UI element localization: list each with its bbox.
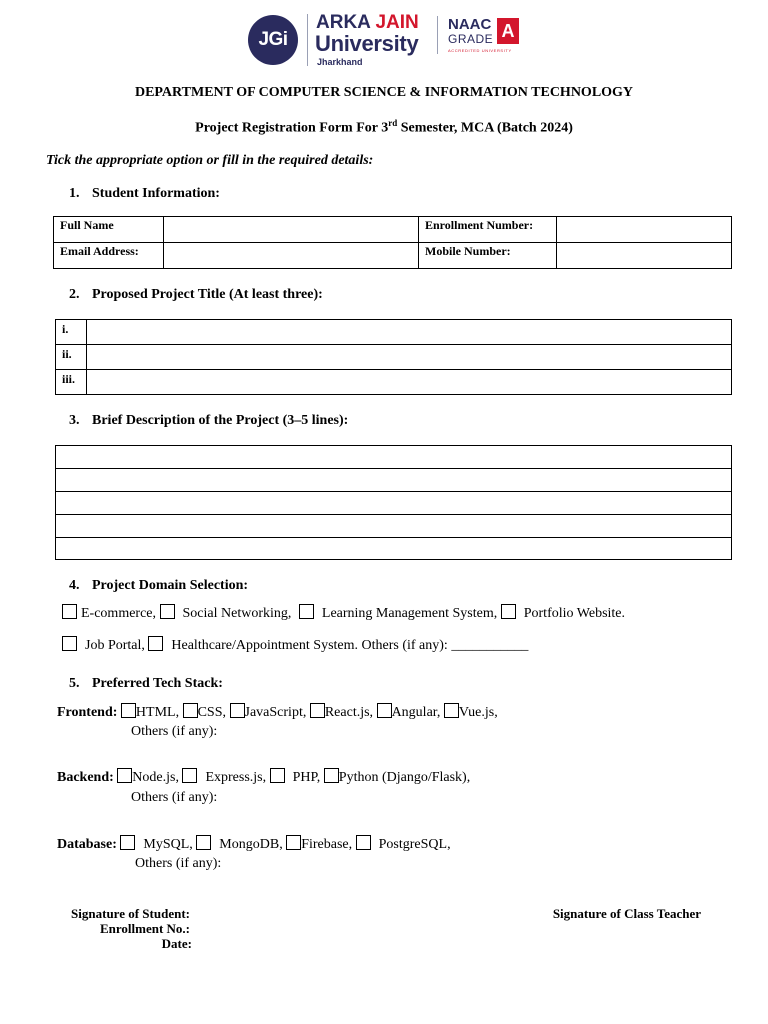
section-number: 4.: [69, 578, 80, 593]
section-title: Preferred Tech Stack:: [92, 676, 223, 691]
checkbox-expressjs[interactable]: [182, 768, 197, 783]
email-field[interactable]: [164, 243, 419, 269]
subtitle-text: Project Registration Form For 3: [195, 120, 389, 136]
option-label: Python (Django/Flask),: [338, 770, 471, 785]
jgi-logo: [248, 15, 298, 65]
backend-label: Backend:: [57, 770, 114, 785]
option-label: PHP,: [292, 770, 321, 785]
backend-others[interactable]: Others (if any):: [131, 790, 218, 805]
table-row: [56, 320, 732, 345]
section-number: 1.: [69, 186, 80, 201]
full-name-field[interactable]: [164, 217, 419, 243]
university-name-arka: ARKA: [316, 12, 371, 33]
option-label: PostgreSQL,: [378, 837, 451, 852]
checkbox-vuejs[interactable]: [444, 703, 459, 718]
title-row-label: iii.: [56, 370, 87, 395]
database-label: Database:: [57, 837, 117, 852]
section-4-heading: [69, 578, 248, 594]
section-title: Student Information:: [92, 186, 220, 201]
checkbox-firebase[interactable]: [286, 835, 301, 850]
mobile-number-label: Mobile Number:: [419, 243, 557, 269]
checkbox-css[interactable]: [183, 703, 198, 718]
checkbox-html[interactable]: [121, 703, 136, 718]
description-line-5[interactable]: [56, 538, 732, 560]
form-subtitle: [0, 118, 768, 137]
checkbox-python[interactable]: [324, 768, 339, 783]
project-title-field-3[interactable]: [87, 370, 732, 395]
naac-label: NAAC: [448, 16, 492, 33]
table-row: [56, 492, 732, 515]
checkbox-mongodb[interactable]: [196, 835, 211, 850]
logo-divider-2: [437, 16, 438, 54]
section-3-heading: [69, 413, 348, 429]
mobile-number-field[interactable]: [557, 243, 732, 269]
checkbox-javascript[interactable]: [230, 703, 245, 718]
table-row: [54, 243, 732, 269]
university-name-jain: JAIN: [375, 12, 419, 33]
option-label: Job Portal,: [85, 638, 145, 653]
domain-options-row-1: [62, 604, 625, 623]
enrollment-number-field[interactable]: [557, 217, 732, 243]
section-number: 3.: [69, 413, 80, 428]
section-2-heading: [69, 287, 323, 303]
section-title: Brief Description of the Project (3–5 lines):: [92, 413, 349, 428]
title-row-label: ii.: [56, 345, 87, 370]
subtitle-text-end: Semester, MCA (Batch 2024): [397, 120, 573, 136]
checkbox-healthcare[interactable]: [148, 636, 163, 651]
section-number: 2.: [69, 287, 80, 302]
university-name-line2: University: [315, 31, 419, 56]
section-title: Proposed Project Title (At least three):: [92, 287, 323, 302]
title-row-label: i.: [56, 320, 87, 345]
description-line-1[interactable]: [56, 446, 732, 469]
option-label: CSS,: [197, 705, 227, 720]
email-label: Email Address:: [54, 243, 164, 269]
checkbox-php[interactable]: [270, 768, 285, 783]
option-label: E-commerce,: [81, 606, 157, 621]
university-name-line1: [316, 12, 419, 33]
domain-others-field[interactable]: Others (if any): ___________: [361, 638, 529, 653]
grade-badge: A: [497, 18, 519, 44]
logo-text: JGi: [258, 29, 288, 50]
project-title-table: [55, 319, 732, 395]
checkbox-postgresql[interactable]: [356, 835, 371, 850]
table-row: [56, 469, 732, 492]
description-line-3[interactable]: [56, 492, 732, 515]
option-label: MySQL,: [143, 837, 193, 852]
table-row: [56, 370, 732, 395]
description-line-4[interactable]: [56, 515, 732, 538]
enrollment-number-label: Enrollment Number:: [419, 217, 557, 243]
table-row: [56, 345, 732, 370]
checkbox-job-portal[interactable]: [62, 636, 77, 651]
description-table: [55, 445, 732, 560]
date-label: Date:: [161, 936, 192, 951]
option-label: Healthcare/Appointment System.: [171, 638, 359, 653]
project-title-field-1[interactable]: [87, 320, 732, 345]
department-title: DEPARTMENT OF COMPUTER SCIENCE & INFORMATION TECHNOLOGY: [134, 85, 634, 100]
university-location: Jharkhand: [317, 57, 363, 67]
checkbox-ecommerce[interactable]: [62, 604, 77, 619]
option-label: MongoDB,: [219, 837, 283, 852]
table-row: [54, 217, 732, 243]
option-label: Portfolio Website.: [523, 606, 626, 621]
student-signature-label: Signature of Student:: [71, 906, 190, 921]
frontend-row: [57, 703, 498, 722]
database-row: [57, 835, 451, 854]
section-number: 5.: [69, 676, 80, 691]
frontend-others[interactable]: Others (if any):: [131, 724, 218, 739]
table-row: [56, 515, 732, 538]
checkbox-reactjs[interactable]: [310, 703, 325, 718]
option-label: HTML,: [135, 705, 180, 720]
database-others[interactable]: Others (if any):: [135, 856, 222, 871]
option-label: React.js,: [324, 705, 374, 720]
subtitle-superscript: rd: [388, 118, 398, 128]
project-title-field-2[interactable]: [87, 345, 732, 370]
option-label: Social Networking,: [182, 606, 292, 621]
domain-options-row-2: [62, 636, 528, 655]
option-label: Vue.js,: [458, 705, 498, 720]
checkbox-mysql[interactable]: [120, 835, 135, 850]
instruction-text: Tick the appropriate option or fill in the required details:: [46, 153, 374, 168]
option-label: Angular,: [391, 705, 441, 720]
full-name-label: Full Name: [54, 217, 164, 243]
logo-divider: [307, 14, 308, 66]
checkbox-nodejs[interactable]: [117, 768, 132, 783]
option-label: Node.js,: [132, 770, 179, 785]
option-label: Express.js,: [205, 770, 267, 785]
section-5-heading: [69, 676, 223, 692]
checkbox-portfolio-website[interactable]: [501, 604, 516, 619]
checkbox-angular[interactable]: [377, 703, 392, 718]
accredited-label: ACCREDITED UNIVERSITY: [448, 48, 512, 53]
option-label: JavaScript,: [244, 705, 307, 720]
description-line-2[interactable]: [56, 469, 732, 492]
backend-row: [57, 768, 470, 787]
student-info-table: [53, 216, 732, 269]
table-row: [56, 538, 732, 560]
grade-label: GRADE: [448, 32, 494, 46]
checkbox-social-networking[interactable]: [160, 604, 175, 619]
option-label: Firebase,: [301, 837, 353, 852]
checkbox-lms[interactable]: [299, 604, 314, 619]
enrollment-no-label: Enrollment No.:: [99, 921, 190, 936]
section-title: Project Domain Selection:: [92, 578, 249, 593]
option-label: Learning Management System,: [321, 606, 498, 621]
table-row: [56, 446, 732, 469]
frontend-label: Frontend:: [57, 705, 118, 720]
section-1-heading: [69, 186, 220, 202]
teacher-signature-label: Signature of Class Teacher: [552, 906, 701, 921]
